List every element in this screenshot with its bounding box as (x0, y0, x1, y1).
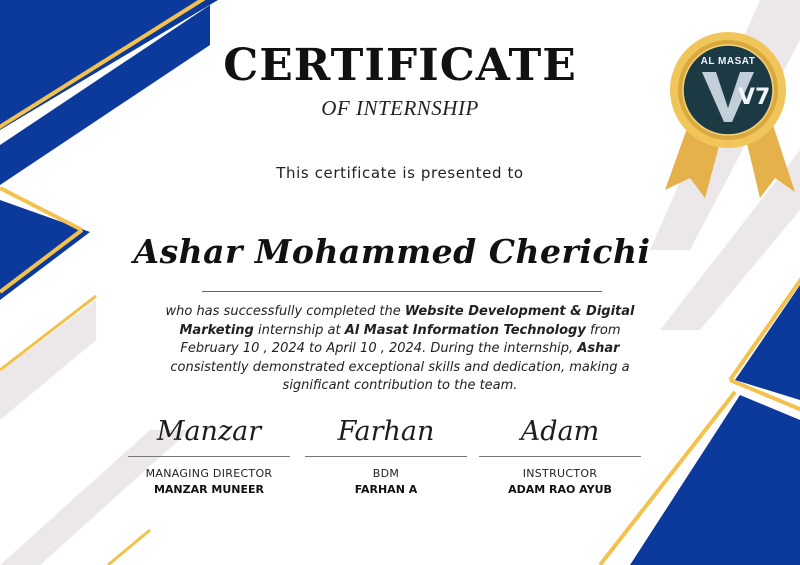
signatory-name: FARHAN A (354, 483, 418, 496)
signatory-managing-director (124, 408, 294, 496)
signatory-bdm (301, 408, 471, 496)
blue-band (735, 285, 800, 400)
certificate-body (150, 303, 650, 396)
body-company: Al Masat Information Technology (344, 322, 586, 338)
body-program: Website Development & Digital Marketing (179, 304, 635, 338)
signature-line (128, 456, 290, 457)
signature-line (479, 456, 641, 457)
signature-line (305, 456, 467, 457)
body-text: who has successfully completed the (165, 304, 405, 319)
body-text: internship at (253, 322, 345, 338)
signatory-instructor (475, 408, 645, 496)
signatory-role: MANAGING DIRECTOR (145, 467, 273, 480)
certificate-subtitle: OF INTERNSHIP (321, 96, 479, 120)
signature: Manzar (156, 416, 262, 447)
body-text: from February 10 , 2024 to April 10 , 2024. During the internship, (180, 322, 621, 356)
badge-text: AL MASAT (700, 56, 756, 67)
signature: Farhan (337, 416, 435, 447)
signatory-name: MANZAR MUNEER (153, 483, 265, 496)
signature: Adam (520, 416, 600, 447)
signatory-name: ADAM RAO AYUB (508, 483, 612, 496)
signatory-role: BDM (372, 467, 400, 480)
gold-line (108, 530, 150, 565)
name-underline (202, 291, 602, 292)
body-recipient: Ashar (577, 341, 620, 356)
signatory-role: INSTRUCTOR (522, 467, 598, 480)
recipient-name: Ashar Mohammed Cherichi (133, 232, 651, 271)
certificate-title: CERTIFICATE (223, 40, 577, 91)
presented-to-text: This certificate is presented to (276, 164, 524, 182)
badge-emblem-text: V7 (738, 85, 771, 110)
body-text: consistently demonstrated exceptional skills and dedication, making a significant contribution to the team. (170, 359, 630, 393)
